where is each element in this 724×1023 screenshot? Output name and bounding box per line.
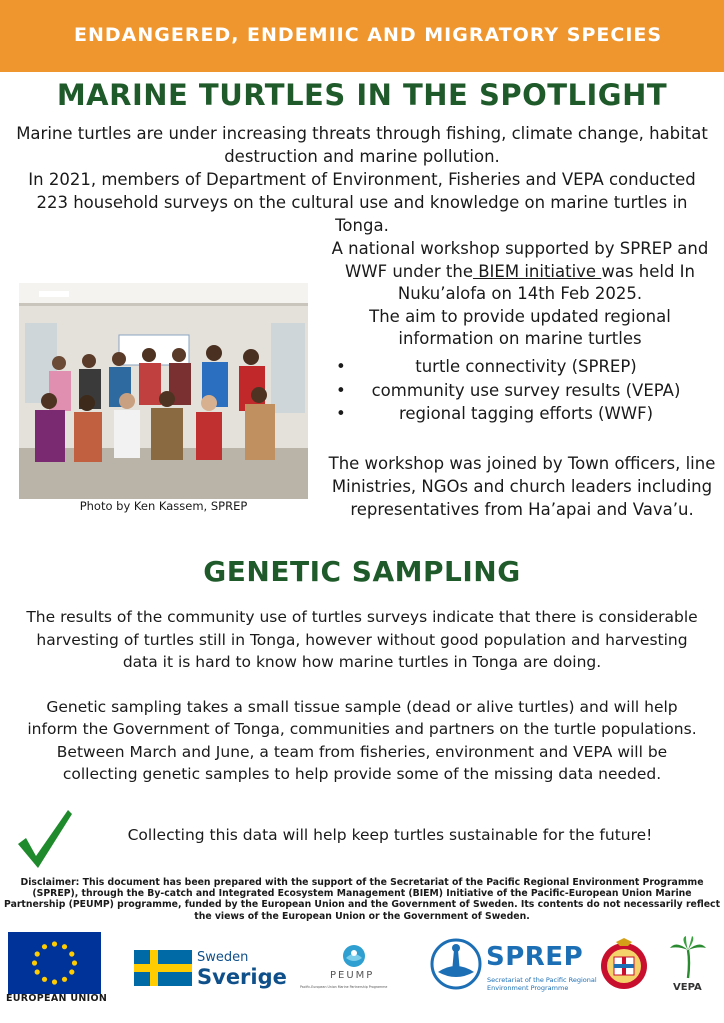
- header-banner: [0, 0, 724, 72]
- biem-initiative-link[interactable]: BIEM initiative: [472, 261, 602, 281]
- workshop-intro-text: A national workshop supported by SPREP and WWF under the: [331, 239, 709, 281]
- sprep-sub-label-1: Secretariat of the Pacific Regional: [487, 976, 597, 984]
- list-item: [336, 402, 716, 426]
- vepa-label: VEPA: [673, 982, 702, 993]
- topic-label: turtle connectivity (SPREP): [415, 357, 637, 376]
- workshop-description: [320, 238, 720, 351]
- peump-sub-label: Pacific-European Union Marine Partnership Programme: [300, 985, 388, 989]
- sverige-label: Sverige: [197, 965, 287, 989]
- bullet-icon: •: [336, 380, 346, 400]
- paragraph-spacer: [20, 674, 704, 696]
- sprep-sub-label-2: Environment Programme: [487, 984, 569, 992]
- workshop-intro-text-end: was held In Nuku’alofa on 14th Feb 2025.: [397, 261, 696, 303]
- genetic-sampling-text: [20, 606, 704, 786]
- bullet-icon: •: [336, 357, 346, 376]
- section-heading-genetic-sampling: GENETIC SAMPLING: [203, 555, 521, 588]
- topic-label: regional tagging efforts (WWF): [398, 404, 654, 423]
- genetic-paragraph-1: The results of the community use of turtles surveys indicate that there is considerable harvesting of turtles still in Tonga, however without good population and harvesting data it is hard to know how marine turtles in Tonga are doing.: [26, 608, 698, 671]
- photo-caption: Photo by Ken Kassem, SPREP: [79, 499, 248, 513]
- closing-statement: Collecting this data will help keep turtles sustainable for the future!: [127, 826, 653, 844]
- workshop-group-photo: [19, 283, 308, 499]
- group-photo-illustration: [19, 283, 308, 499]
- disclaimer-text: Disclaimer: This document has been prepared with the support of the Secretariat of the Pacific Regional Environment Programme (SPREP), through the By-catch and Integrated Ecosystem Management (BIEM) Initiative of the Pacific-European Union Marine Partnership (PEUMP) programme, funded by the European Union and the Government of Sweden. Its contents do not necessarily reflect the views of the European Union or the Government of Sweden.: [4, 877, 721, 922]
- genetic-paragraph-2: Genetic sampling takes a small tissue sample (dead or alive turtles) and will help inform the Government of Tonga, communities and partners on the turtle populations.: [27, 697, 697, 738]
- sweden-label: Sweden: [197, 950, 249, 965]
- sweden-flag-icon: [134, 950, 192, 986]
- intro-text: [10, 122, 714, 237]
- peump-label: PEUMP: [330, 970, 375, 981]
- page-title: MARINE TURTLES IN THE SPOTLIGHT: [56, 78, 668, 112]
- checkmark-icon: [14, 808, 76, 870]
- topic-label: community use survey results (VEPA): [371, 380, 681, 400]
- eu-logo-label: EUROPEAN UNION: [6, 993, 108, 1004]
- peump-logo-icon: [342, 944, 366, 968]
- vepa-palm-icon: [668, 936, 708, 980]
- banner-title: ENDANGERED, ENDEMIIC AND MIGRATORY SPECIES: [74, 24, 663, 46]
- genetic-paragraph-3: Between March and June, a team from fisheries, environment and VEPA will be collecting genetic samples to help provide some of the missing data needed.: [56, 742, 668, 783]
- sprep-label: SPREP: [486, 942, 584, 972]
- tonga-coat-of-arms-icon: [598, 938, 650, 994]
- intro-paragraph-2: In 2021, members of Department of Environment, Fisheries and VEPA conducted 223 household surveys on the cultural use and knowledge on marine turtles in Tonga.: [28, 170, 696, 235]
- eu-flag-icon: [8, 932, 101, 994]
- sprep-logo-icon: [430, 938, 482, 990]
- workshop-topics-list: [336, 355, 716, 426]
- workshop-intro: [320, 238, 720, 306]
- workshop-aim: The aim to provide updated regional information on marine turtles: [369, 306, 671, 348]
- list-item: [336, 379, 716, 403]
- list-item: [336, 355, 716, 379]
- intro-paragraph-1: Marine turtles are under increasing threats through fishing, climate change, habitat destruction and marine pollution.: [16, 124, 708, 166]
- bullet-icon: •: [336, 404, 346, 423]
- workshop-participants: The workshop was joined by Town officers, line Ministries, NGOs and church leaders including representatives from Ha’apai and Vava’u.: [328, 454, 716, 519]
